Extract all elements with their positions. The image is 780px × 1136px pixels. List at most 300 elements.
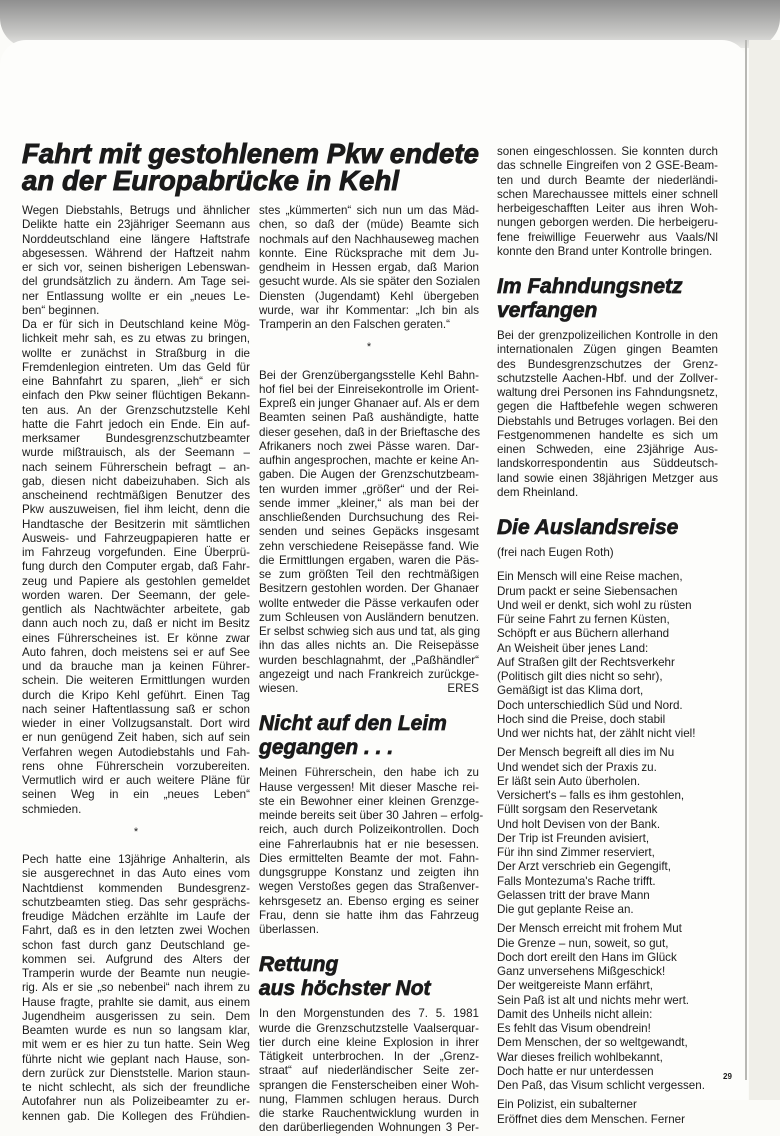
line-text: eine Bahnfahrt zu sparen, „lieh“ er sich [22, 375, 250, 388]
line-text: Pech hatte eine 13jährige Anhalterin, als [22, 853, 250, 866]
line-text: Es fehlt das Visum obendrein! [497, 1022, 651, 1035]
line-text: Die Grenze – nun, soweit, so gut, [497, 936, 669, 950]
line-text: eines Führerscheines ist. Er könne zwar [22, 631, 250, 645]
text-line [497, 245, 718, 259]
text-line [259, 525, 479, 539]
text-line [259, 369, 479, 383]
line-text: Hause vergessen! Mit dieser Masche rei- [259, 780, 479, 794]
line-text: führte nicht wie geplant nach Hause, son- [22, 1052, 250, 1066]
text-line [22, 546, 250, 560]
text-line [22, 939, 250, 953]
text-line [259, 1022, 479, 1036]
heading-line [259, 953, 479, 977]
line-text: freudige Mädchen erzählte im Laufe der [22, 910, 250, 923]
text-line [497, 684, 718, 698]
line-text: Verfahren wegen Autodiebstahls und Fah- [22, 745, 250, 759]
line-text: Dem Menschen, der so weltgewandt, [497, 1036, 688, 1050]
text-line [259, 511, 479, 525]
heading-line [497, 275, 718, 299]
line-text: Dies ermittelten Beamte der mot. Fahn- [259, 851, 479, 865]
line-text: fene freiwillige Feuerwehr aus Vaals/Nl [497, 230, 718, 244]
text-line [22, 247, 250, 261]
text-line [497, 1008, 718, 1022]
line-text: Sein Paß ist alt und nichts mehr wert. [497, 993, 690, 1007]
text-line [259, 1050, 479, 1064]
paragraph [22, 204, 250, 318]
line-text: Und wendet sich der Praxis zu. [497, 760, 657, 774]
paragraph [259, 204, 479, 332]
line-text: Er selbst schwieg sich aus und tat, als ging [259, 625, 481, 638]
line-text: und da brauche man ja keinen Führer- [22, 660, 250, 673]
line-text: schmieden. [22, 802, 82, 816]
line-text: Eröffnet dies dem Menschen. Ferner [497, 1112, 685, 1126]
text-line [497, 937, 718, 951]
text-line [497, 1079, 718, 1093]
line-text: waltung drei Personen ins Fahndungsnetz, [497, 386, 718, 399]
text-line [22, 689, 250, 703]
line-text: nach seinem Führerschein befragt – an- [22, 460, 250, 474]
column-left [22, 204, 250, 1124]
text-line [497, 746, 718, 760]
text-line [497, 472, 718, 486]
line-text: internationalen Zügen gingen Beamten [497, 343, 718, 357]
poem-stanza [497, 746, 718, 917]
poem-stanza [497, 922, 718, 1093]
text-line [22, 1110, 250, 1124]
text-line [497, 1065, 718, 1079]
text-line [259, 639, 479, 653]
page-number: 29 [723, 1072, 732, 1081]
line-text: worden waren. Der Seemann, der gele- [22, 588, 250, 602]
line-text: die starke Rauchentwicklung wurden in [259, 1107, 479, 1120]
text-line [22, 218, 250, 232]
text-line [22, 233, 250, 247]
text-line [22, 489, 250, 503]
line-text: konnte. Eine Rücksprache mit dem Ju- [259, 246, 479, 260]
line-text: ten aus. An der Grenzschutzstelle Kehl [22, 403, 250, 417]
text-line [259, 668, 479, 682]
text-line [22, 1038, 250, 1052]
text-line [22, 617, 250, 631]
text-line [497, 570, 718, 584]
line-text: kennen gab. Die Kollegen des Frühdien- [22, 1109, 250, 1123]
heading-line [259, 712, 479, 736]
text-line [497, 443, 718, 457]
text-line [22, 853, 250, 867]
text-line [259, 318, 479, 332]
line-text: Doch hatte er nur unterdessen [497, 1064, 654, 1078]
text-line [497, 343, 718, 357]
text-line [259, 880, 479, 894]
text-line [497, 889, 718, 903]
line-text: aufhin angesprochen, machte er keine An- [259, 454, 479, 467]
line-text: Und wer nichts hat, der zählt nicht viel! [497, 727, 696, 740]
line-text: konnte den Brand unter Kontrolle bringen. [497, 244, 713, 258]
text-line [497, 188, 718, 202]
text-line [22, 788, 250, 802]
text-line [22, 967, 250, 981]
text-line [22, 867, 250, 881]
line-text: er sich vor, seinen bisherigen Lebenswan- [22, 261, 250, 274]
line-text: merksamer Bundesgrenzschutzbeamter [22, 432, 250, 445]
poem-attribution: (frei nach Eugen Roth) [497, 546, 614, 559]
text-line [22, 503, 250, 517]
text-line [259, 568, 479, 582]
text-line [22, 746, 250, 760]
line-text: er nun genügend Zeit haben, sich auf sein [22, 731, 250, 745]
line-text: sende immer „kleiner,“ als man bei der [259, 496, 479, 510]
line-text: Der weitgereiste Mann erfährt, [497, 979, 653, 993]
text-line [22, 660, 250, 674]
line-text: Den Paß, das Visum schlicht vergessen. [497, 1079, 705, 1092]
page-margin [749, 40, 780, 1100]
line-text: seinen Weg in ein „neues Leben“ [22, 788, 250, 802]
text-line [259, 795, 479, 809]
line-text: Handtasche der Besitzerin mit sämtlichen [22, 517, 250, 531]
text-line [497, 415, 718, 429]
line-text: ten und durch Beamte der niederländi- [497, 173, 718, 187]
line-text: Im Fahndungsnetz [497, 275, 683, 298]
text-line [259, 895, 479, 909]
line-text: schutzbeamten stieg. Das sehr gesprächs- [22, 895, 250, 909]
text-line [259, 411, 479, 425]
text-line [497, 231, 718, 245]
text-line [497, 818, 718, 832]
text-line [259, 204, 479, 218]
text-line [259, 218, 479, 232]
paragraph [497, 145, 718, 259]
poem-stanza [497, 570, 718, 741]
line-text: Drum packt er seine Siebensachen [497, 584, 678, 598]
paragraph [259, 1007, 479, 1135]
main-article-title [22, 140, 479, 194]
text-line [22, 1081, 250, 1095]
line-text: Frau, denn sie hatte ihm das Fahrzeug [259, 908, 479, 922]
line-text: ste ein Bewohner einer kleinen Grenzge- [259, 794, 479, 808]
line-text: Für seine Fahrt zu fernen Küsten, [497, 613, 670, 626]
text-line [497, 994, 718, 1008]
text-line [497, 951, 718, 965]
line-text: Meinen Führerschein, den habe ich zu [259, 766, 479, 780]
text-line [22, 461, 250, 475]
heading-line [497, 299, 718, 323]
line-text: fung durch den Computer ergab, daß Fahr- [22, 560, 250, 574]
text-line [22, 432, 250, 446]
line-text: Der Arzt verschrieb ein Gegengift, [497, 860, 671, 874]
text-line [22, 347, 250, 361]
line-text: Tramperin wurde der Beamte nun neugie- [22, 967, 250, 980]
line-text: ben“ beginnen. [22, 303, 100, 317]
heading-line [259, 736, 479, 760]
line-text: Tramperin an den Falschen geraten.“ [259, 318, 450, 331]
line-text: Delikte hatte ein 23jähriger Seemann aus [22, 218, 250, 232]
text-line [497, 713, 718, 727]
line-text: hatte die Fahrt jedoch ein Ende. Ein auf- [22, 417, 250, 431]
line-text: schutzstelle Aachen-Hbf. und der Zollver- [497, 371, 718, 385]
paragraph [22, 853, 250, 1124]
text-line [259, 454, 479, 468]
text-line [259, 597, 479, 611]
text-line [259, 397, 479, 411]
line-text: wiesen. [259, 682, 299, 695]
line-text: gab, diesen nicht dabeizuhaben. Sich als [22, 474, 250, 488]
section-separator: * [366, 341, 372, 354]
line-text: Füllt sorgsam den Reservetank [497, 803, 658, 817]
text-line [259, 1007, 479, 1021]
text-line [22, 646, 250, 660]
text-line [22, 896, 250, 910]
line-text: einfach den Pkw seiner flüchtigen Bekann- [22, 389, 250, 403]
text-line [497, 145, 718, 159]
line-text: straat“ auf niederländischer Seite zer- [259, 1064, 479, 1078]
line-text: wurde, war ihr Kommentar: „Ich bin als [259, 303, 479, 317]
text-line [497, 642, 718, 656]
line-text: wieder in einer Vollzugsanstalt. Dort wird [22, 717, 250, 730]
line-text: tier durch eine kleine Explosion in ihrer [259, 1035, 479, 1049]
text-line [22, 1067, 250, 1081]
text-line [497, 202, 718, 216]
heading-line [497, 516, 718, 540]
paragraph [259, 766, 484, 937]
text-line [497, 585, 718, 599]
text-line [22, 731, 250, 745]
line-text: meinde bereits seit über 30 Jahren – erfolg- [259, 809, 484, 822]
text-line [497, 775, 718, 789]
line-text: Jugendheim ausgerissen zu sein. Dem [22, 1009, 250, 1023]
text-line [497, 329, 718, 343]
text-line [497, 727, 718, 741]
text-line [22, 375, 250, 389]
text-line [22, 1053, 250, 1067]
line-text: Hoch sind die Preise, doch stabil [497, 712, 666, 726]
line-text: wurden beschlagnahmt, der „Paßhändler“ [259, 653, 479, 667]
line-text: schon fast durch ganz Deutschland ge- [22, 938, 250, 952]
text-line [497, 860, 718, 874]
text-line [259, 540, 479, 554]
text-line [22, 275, 250, 289]
title-line: an der Europabrücke in Kehl [22, 165, 400, 196]
line-text: eine Fahrerlaubnis hat er nie besessen. [259, 837, 479, 851]
line-text: Die gut geplante Reise an. [497, 903, 634, 916]
line-text: Hause fragte, prahlte sie damit, aus einem [22, 995, 250, 1009]
text-line [22, 924, 250, 938]
text-line [259, 383, 479, 397]
line-text: se zum größten Teil den rechtmäßigen [259, 568, 479, 581]
line-text: mit wem er es hier zu tun hatte. Sein Weg [22, 1038, 250, 1052]
line-text: Bei der grenzpolizeilichen Kontrolle in den [497, 329, 718, 342]
heading-line [259, 977, 479, 1001]
text-line [497, 1113, 718, 1127]
line-text: del grundsätzlich zu ändern. Am Tage sei- [22, 275, 250, 289]
text-line [497, 789, 718, 803]
text-line [259, 823, 479, 837]
line-text: stes „kümmerten“ sich nun um das Mäd- [259, 204, 479, 217]
text-line [22, 532, 250, 546]
text-line [259, 682, 479, 696]
text-line [259, 654, 479, 668]
line-text: Autofahrer nun als Polizeibeamter zu er- [22, 1095, 250, 1109]
line-text: anschließenden Durchsuchung des Rei- [259, 511, 479, 524]
section-separator: * [133, 825, 139, 838]
text-line [22, 703, 250, 717]
column-right [497, 145, 718, 1132]
text-line [259, 809, 484, 823]
line-text: reich, auch durch Polizeikontrollen. Doch [259, 823, 479, 837]
line-text: Norddeutschland eine längere Haftstrafe [22, 232, 250, 246]
line-text: Ganz unversehens Mißgeschick! [497, 965, 666, 978]
text-line [259, 275, 479, 289]
line-text: Fremdenlegion eintreten. Um das Geld für [22, 360, 250, 374]
line-text: wollte entweder die Pässe verkaufen oder [259, 596, 479, 610]
text-line [22, 632, 250, 646]
line-text: schein. Die weiteren Ermittlungen wurden [22, 674, 250, 688]
text-line [259, 1079, 479, 1093]
text-line [22, 1024, 250, 1038]
line-text: Er läßt sein Auto überholen. [497, 774, 641, 788]
line-text: schen Marechaussee mittels einer schnell [497, 187, 718, 201]
text-line [497, 457, 718, 471]
line-text: land sowie einen 38jährigen Metzger aus [497, 471, 718, 485]
line-text: (Politisch gilt dies nicht so sehr), [497, 670, 663, 683]
text-line [497, 429, 718, 443]
text-line [22, 204, 250, 218]
text-line [497, 803, 718, 817]
line-text: anscheinend rechtmäßigen Benutzer des [22, 489, 250, 502]
line-text: kommen sei. Aufgrund des Alters der [22, 952, 250, 966]
line-text: gaben. Die Augen der Grenzschutzbeam- [259, 468, 479, 482]
line-text: gendheim in Hessen ergab, daß Marion [259, 261, 479, 274]
line-text: sie ausgerechnet in das Auto eines vom [22, 867, 250, 881]
line-text: Diensten (Jugendamt) Kehl übergeben [259, 289, 479, 303]
text-line [259, 290, 479, 304]
line-text: aus höchster Not [259, 977, 431, 1001]
line-text: das schnelle Eingreifen von 2 GSE-Beam- [497, 159, 718, 173]
text-line [22, 953, 250, 967]
line-text: te nicht schlecht, als sich der freundliche [22, 1081, 250, 1094]
text-line [259, 866, 479, 880]
line-text: Diebstahls und Betruges vorlagen. Bei den [497, 414, 718, 428]
text-line [22, 774, 250, 788]
line-text: Auf Straßen gilt der Rechtsverkehr [497, 655, 675, 669]
line-text: dieser gesehen, daß in der Brieftasche des [259, 425, 481, 439]
line-text: Fahrt, daß es in den letzten zwei Wochen [22, 924, 250, 938]
text-line [22, 560, 250, 574]
line-text: abgesessen. Während der Haftzeit nahm [22, 246, 250, 260]
text-line [22, 290, 250, 304]
text-line [22, 882, 250, 896]
text-line [259, 304, 479, 318]
line-text: sprangen die Fensterscheiben einer Woh- [259, 1078, 479, 1092]
text-line [259, 426, 479, 440]
text-line [497, 386, 718, 400]
text-line [259, 440, 479, 454]
line-text: dem Rheinland. [497, 485, 579, 499]
line-text: wegen Verstoßes gegen das Straßenver- [259, 880, 479, 894]
line-text: Tätigkeit unterbrochen. In der „Grenz- [259, 1050, 479, 1063]
line-text: War dieses freilich wohlbekannt, [497, 1050, 663, 1064]
line-text: Besitzern gestohlen worden. Der Ghanaer [259, 582, 479, 596]
line-text: dann auch noch zu, daß er nicht im Besitz [22, 617, 250, 631]
line-text: Ausweis- und Fahrzeugpapieren hatte er [22, 531, 250, 545]
text-line [22, 318, 250, 332]
text-line [497, 875, 718, 889]
text-line [259, 497, 479, 511]
text-line [22, 981, 250, 995]
text-line [497, 1051, 718, 1065]
text-line [22, 261, 250, 275]
text-line [497, 699, 718, 713]
page-edge-line [745, 40, 747, 1080]
line-text: Doch unterschiedlich Süd und Nord. [497, 698, 683, 712]
text-line [497, 599, 718, 613]
line-text: wollte er zunächst in Straßburg in die [22, 346, 250, 360]
line-text: nochmals auf den Nachhauseweg machen [259, 232, 479, 246]
text-line [497, 358, 718, 372]
text-line [259, 582, 479, 596]
line-text: dern zurück zur Dienststelle. Marion staun- [22, 1066, 250, 1080]
text-line [259, 923, 479, 937]
text-line [22, 603, 250, 617]
text-line [259, 781, 479, 795]
line-text: im Fahrzeug vorgefunden. Eine Überprü- [22, 546, 250, 559]
line-text: senden und seines Gepäcks insgesamt [259, 525, 479, 539]
title-line: Fahrt mit gestohlenem Pkw endete [22, 138, 480, 169]
text-line [497, 372, 718, 386]
line-text: Pkw auszuweisen, fiel ihm leicht, denn die [22, 503, 250, 517]
line-text: Der Mensch begreift all dies im Nu [497, 746, 675, 760]
text-line [22, 475, 250, 489]
text-line [259, 1036, 479, 1050]
line-text: sonen eingeschlossen. Sie konnten durch [497, 145, 718, 158]
text-line [497, 174, 718, 188]
text-line [497, 159, 718, 173]
text-line [22, 717, 250, 731]
line-text: Bei der Grenzübergangsstelle Kehl Bahn- [259, 368, 479, 382]
text-line [497, 761, 718, 775]
line-text: Für ihn sind Zimmer reserviert, [497, 846, 655, 859]
line-text: Afrikaners noch zwei Pässe waren. Dar- [259, 439, 479, 453]
text-line [259, 852, 479, 866]
line-text: den darüberliegenden Wohnungen 3 Per- [259, 1121, 479, 1135]
text-line [497, 1098, 718, 1112]
line-text: die Ermittlungen ergaben, waren die Päs- [259, 553, 479, 567]
text-line [22, 910, 250, 924]
text-line [259, 611, 479, 625]
text-line [259, 233, 479, 247]
line-text: nungen geborgen werden. Die herbeigeru- [497, 216, 718, 230]
line-text: ihn das alles nichts an. Die Reisepässe [259, 639, 479, 653]
line-text: Die Auslandsreise [497, 516, 679, 539]
text-line [259, 766, 479, 780]
poem-stanza [497, 1098, 718, 1127]
line-text: kehrsgesetz an. Ebenso erging es seiner [259, 894, 479, 908]
line-text: Ein Polizist, ein subalterner [497, 1098, 637, 1112]
line-text: gegangen . . . [259, 736, 394, 760]
text-line [259, 468, 479, 482]
text-line [22, 304, 250, 318]
text-line [497, 1036, 718, 1050]
line-text: Und holt Devisen von der Bank. [497, 817, 661, 831]
text-line [497, 486, 718, 500]
text-line [497, 979, 718, 993]
paragraph [497, 329, 718, 500]
line-text: hof fiel bei der Einreisekontrolle im Orient- [259, 382, 479, 396]
text-line [497, 670, 718, 684]
line-text: chen, so daß der (müde) Beamte sich [259, 218, 479, 232]
line-text: gentlich als Nachtwächter arbeitete, gab [22, 603, 250, 616]
line-text: Gemäßigt ist das Klima dort, [497, 684, 644, 698]
line-text: Doch dort ereilt den Hans im Glück [497, 950, 677, 964]
